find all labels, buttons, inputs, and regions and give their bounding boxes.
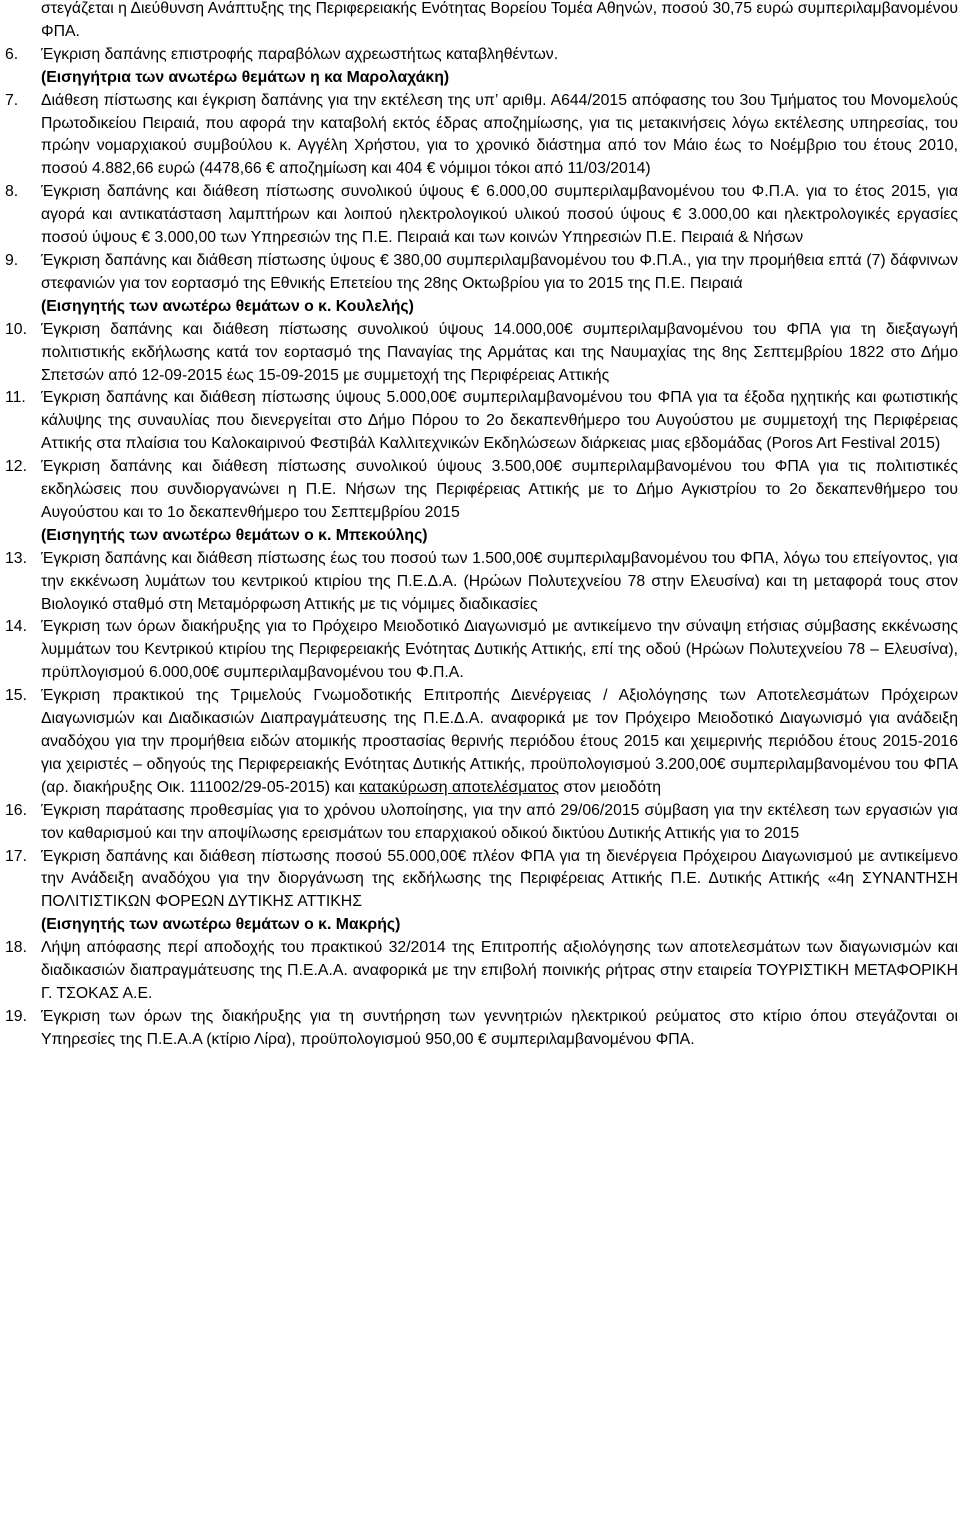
item-text: Έγκριση δαπάνης και διάθεση πίστωσης συνολικού ύψους € 6.000,00 συμπεριλαμβανομένου του Φ.Π.Α. για το έτος 2015, για αγορά και αντικατάσταση λαμπτήρων και λοιπού ηλεκτρολογικού υλικού ποσού ύψους € 3.000,00 και ηλεκτρολογικές εργασίες ποσού ύψους € 3.000,00 των Υπηρεσιών της Π.Ε. Πειραιά και των κοινών Υπηρεσιών Π.Ε. Πειραιά & Νήσων bbox=[41, 183, 958, 247]
item-text-end: στον μειοδότη bbox=[563, 778, 662, 796]
item-text: Έγκριση δαπάνης και διάθεση πίστωσης συνολικού ύψους 14.000,00€ συμπεριλαμβανομένου του ΦΠΑ για τη διεξαγωγή πολιτιστικής εκδήλωσης κατά τον εορτασμό της Παναγίας της Αρμάτας και της Ναυμαχίας της 8ης Σεπτεμβρίου 1822 στο Δήμο Σπετσών από 12-09-2015 έως 15-09-2015 με συμμετοχή της Περιφέρειας Αττικής bbox=[41, 320, 958, 384]
item-number: 19. bbox=[5, 1007, 27, 1025]
item-text: Έγκριση παράτασης προθεσμίας για το χρόνου υλοποίησης, για την από 29/06/2015 σύμβαση για την εκτέλεση των εργασιών για τον καθαρισμού και την αποψίλωσης ερεισμάτων του επαρχιακού οδικού δικτύου Δυτικής Αττικής για το 2015 bbox=[41, 801, 958, 842]
intro-continuation: στεγάζεται η Διεύθυνση Ανάπτυξης της Περιφερειακής Ενότητας Βορείου Τομέα Αθηνών, ποσού 30,75 ευρώ συμπεριλαμβανομένου ΦΠΑ. bbox=[41, 0, 958, 40]
rapporteur-heading: (Εισηγητής των ανωτέρω θεμάτων ο κ. Μακρής) bbox=[41, 916, 401, 934]
list-item bbox=[5, 616, 958, 685]
item-text: Έγκριση των όρων διακήρυξης για το Πρόχειρο Μειοδοτικό Διαγωνισμό με αντικείμενο την σύναψη ετήσιας σύμβασης εκκένωσης λυμμάτων του Κεντρικού κτιρίου της Περιφερειακής Ενότητας Δυτικής Αττικής, επί της οδού (Ηρώων Πολυτεχνείου 78 – Ελευσίνα), πρϋπλογισμού 6.000,00€ συμπεριλαμβανομένου του Φ.Π.Α. bbox=[41, 618, 958, 682]
list-item bbox=[5, 250, 958, 296]
list-item bbox=[5, 548, 958, 617]
item-number: 9. bbox=[5, 251, 19, 269]
item-number: 7. bbox=[5, 91, 19, 109]
list-item bbox=[5, 387, 958, 456]
list-item bbox=[5, 1006, 958, 1052]
underlined-phrase: κατακύρωση αποτελέσματος bbox=[359, 778, 559, 796]
item-number: 18. bbox=[5, 939, 27, 957]
rapporteur-heading: (Εισηγητής των ανωτέρω θεμάτων ο κ. Κουλελής) bbox=[41, 297, 414, 315]
list-item bbox=[5, 846, 958, 915]
rapporteur-heading: (Εισηγήτρια των ανωτέρω θεμάτων η κα Μαρολαχάκη) bbox=[41, 68, 450, 86]
item-number: 11. bbox=[5, 389, 26, 407]
list-item bbox=[5, 181, 958, 250]
list-item bbox=[5, 937, 958, 1006]
list-item bbox=[5, 90, 958, 182]
item-number: 17. bbox=[5, 847, 27, 865]
item-text: Έγκριση δαπάνης και διάθεση πίστωσης συνολικού ύψους 3.500,00€ συμπεριλαμβανομένου του ΦΠΑ για τις πολιτιστικές εκδηλώσεις που συνδιοργανώνει η Π.Ε. Νήσων της Περιφέρειας Αττικής με το Δήμο Αγκιστρίου το 2ο δεκαπενθήμερο του Αυγούστου και το 1ο δεκαπενθήμερο του Σεπτεμβρίου 2015 bbox=[41, 458, 958, 521]
list-item bbox=[5, 44, 958, 67]
item-text: Έγκριση δαπάνης και διάθεση πίστωσης ύψους € 380,00 συμπεριλαμβανομένου του Φ.Π.Α., για την προμήθεια επτά (7) δάφνινων στεφανιών για τον εορτασμό της Εθνικής Επετείου της 28ης Οκτωβρίου για το 2015 της Π.Ε. Πειραιά bbox=[41, 251, 958, 292]
list-item bbox=[5, 319, 958, 388]
item-text: Έγκριση δαπάνης και διάθεση πίστωσης ποσού 55.000,00€ πλέον ΦΠΑ για τη διενέργεια Πρόχειρου Διαγωνισμού με αντικείμενο την Ανάδειξη αναδόχου για την διοργάνωση της εκδήλωσης της Περιφέρειας Αττικής Π.Ε. Δυτικής Αττικής «4η ΣΥΝΑΝΤΗΣΗ ΠΟΛΙΤΙΣΤΙΚΩΝ ΦΟΡΕΩΝ ΔΥΤΙΚΗΣ ΑΤΤΙΚΗΣ bbox=[41, 847, 958, 911]
item-number: 12. bbox=[5, 458, 27, 476]
item-number: 8. bbox=[5, 183, 19, 201]
item-text: Έγκριση πρακτικού της Τριμελούς Γνωμοδοτικής Επιτροπής Διενέργειας / Αξιολόγησης των Αποτελεσμάτων Πρόχειρων Διαγωνισμών και Διαδικασιών Διαπραγμάτευσης της Π.Ε.Δ.Α. αναφορικά με τον Πρόχειρο Μειοδοτικό Διαγωνισμό για ανάδειξη αναδόχου για την προμήθεια ειδών ατομικής προστασίας θερινής περιόδου έτους 2015 και χειμερινής περιόδου έτους 2015-2016 για χειριστές – οδηγούς της Περιφερειακής Ενότητας Δυτικής Αττικής, προϋπολογισμού 3.200,00€ συμπεριλαμβανομένου του ΦΠΑ (αρ. διακήρυξης Οικ. 111002/29-05-2015) και bbox=[41, 687, 958, 796]
rapporteur-heading: (Εισηγητής των ανωτέρω θεμάτων ο κ. Μπεκούλης) bbox=[41, 526, 428, 544]
item-number: 16. bbox=[5, 801, 27, 819]
item-text: Έγκριση δαπάνης και διάθεση πίστωσης ύψους 5.000,00€ συμπεριλαμβανομένου του ΦΠΑ για τα έξοδα ηχητικής και φωτιστικής κάλυψης της συναυλίας που διενεργείται στο Δήμο Πόρου το 2ο δεκαπενθήμερο του Αυγούστου με συμμετοχή της Περιφέρειας Αττικής στα πλαίσια του Καλοκαιρινού Φεστιβάλ Καλλιτεχνικών Εκδηλώσεων διάρκειας μιας εβδομάδας (Poros Art Festival 2015) bbox=[41, 389, 958, 453]
list-item bbox=[5, 456, 958, 525]
item-number: 14. bbox=[5, 618, 27, 636]
item-number: 13. bbox=[5, 549, 27, 567]
list-item bbox=[5, 685, 958, 800]
item-number: 15. bbox=[5, 687, 27, 705]
item-text: Έγκριση δαπάνης και διάθεση πίστωσης έως του ποσού των 1.500,00€ συμπεριλαμβανομένου του ΦΠΑ, λόγω του επείγοντος, για την εκκένωση λυμάτων του κεντρικού κτιρίου της Π.Ε.Δ.Α. (Ηρώων Πολυτεχνείου 78 στην Ελευσίνα) και τη μεταφορά τους στον Βιολογικό σταθμό στη Μεταμόρφωση Αττικής με τις νόμιμες διαδικασίες bbox=[41, 549, 958, 613]
item-text: Διάθεση πίστωσης και έγκριση δαπάνης για την εκτέλεση της υπ’ αριθμ. Α644/2015 απόφασης του 3ου Τμήματος του Μονομελούς Πρωτοδικείου Πειραιά, που αφορά την καταβολή εκτός έδρας αποζημίωσης, για τις μετακινήσεις λόγω εκτέλεσης υπηρεσίας, του πρώην νομαρχιακού συμβούλου κ. Αγγέλη Χρήστου, για το χρονικό διάστημα από τον Μάιο έως το Νοέμβριο του έτους 2010, ποσού 4.882,66 ευρώ (4478,66 € αποζημίωση και 404 € νόμιμοι τόκοι από 11/03/2014) bbox=[41, 91, 958, 178]
item-number: 6. bbox=[5, 45, 19, 63]
item-text: Έγκριση των όρων της διακήρυξης για τη συντήρηση των γεννητριών ηλεκτρικού ρεύματος στο κτίριο όπου στεγάζονται οι Υπηρεσίες της Π.Ε.Α.Α (κτίριο Λίρα), προϋπολογισμού 950,00 € συμπεριλαμβανομένου ΦΠΑ. bbox=[41, 1007, 958, 1048]
list-item bbox=[5, 800, 958, 846]
item-text: Έγκριση δαπάνης επιστροφής παραβόλων αχρεωστήτως καταβληθέντων. bbox=[41, 45, 559, 63]
item-text: Λήψη απόφασης περί αποδοχής του πρακτικού 32/2014 της Επιτροπής αξιολόγησης των αποτελεσμάτων των διαγωνισμών και διαδικασιών διαπραγμάτευσης της Π.Ε.Α.Α. αναφορικά με την επιβολή ποινικής ρήτρας στην εταιρεία ΤΟΥΡΙΣΤΙΚΗ ΜΕΤΑΦΟΡΙΚΗ Γ. ΤΣΟΚΑΣ Α.Ε. bbox=[41, 939, 958, 1002]
item-number: 10. bbox=[5, 320, 27, 338]
